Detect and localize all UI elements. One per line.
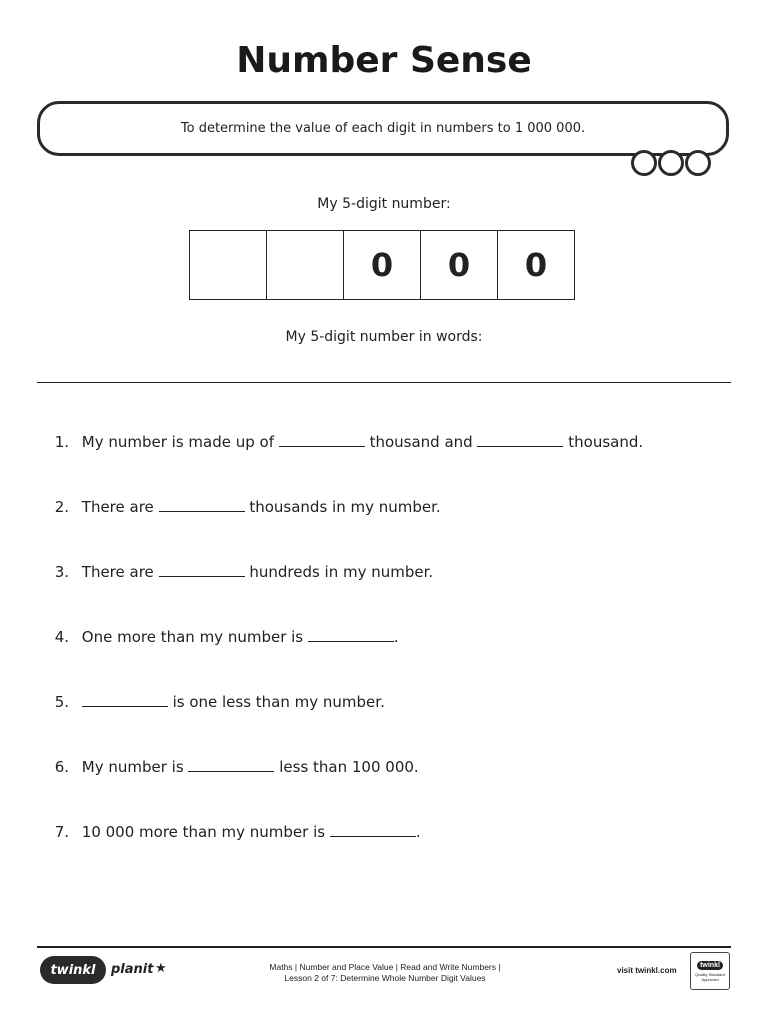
question-2 — [38, 498, 441, 516]
footer-divider — [37, 946, 731, 948]
footer-line-1: Maths | Number and Place Value | Read and Write Numbers | — [269, 962, 501, 972]
answer-blank[interactable] — [279, 434, 365, 447]
question-text: . — [393, 628, 399, 646]
answer-blank[interactable] — [82, 694, 168, 707]
question-5 — [38, 693, 385, 711]
answer-blank[interactable] — [159, 499, 245, 512]
answer-blank[interactable] — [308, 629, 394, 642]
question-text: hundreds in my number. — [249, 563, 434, 581]
question-6 — [38, 758, 419, 776]
question-text: 10 000 more than my number is — [81, 823, 326, 841]
question-number: 5. — [54, 693, 69, 711]
question-text: My number is made up of — [81, 433, 275, 451]
question-text: thousand and — [369, 433, 473, 451]
question-text: less than 100 000. — [279, 758, 419, 776]
question-text: thousand. — [568, 433, 644, 451]
footer-line-2: Lesson 2 of 7: Determine Whole Number Digit Values — [284, 973, 486, 983]
question-number: 7. — [54, 823, 69, 841]
question-number: 4. — [54, 628, 69, 646]
planit-logo: planit — [111, 962, 154, 977]
badge-logo: twinkl — [697, 961, 723, 970]
circle-icon — [631, 150, 657, 176]
quality-badge — [690, 952, 730, 990]
digit-box-hundreds: 0 — [343, 230, 421, 300]
question-text: There are — [81, 498, 154, 516]
question-7 — [38, 823, 421, 841]
question-1 — [38, 433, 643, 451]
visit-link[interactable]: visit twinkl.com — [617, 966, 677, 975]
question-4 — [38, 628, 399, 646]
question-3 — [38, 563, 433, 581]
twinkl-logo: twinkl — [40, 956, 106, 984]
question-number: 2. — [54, 498, 69, 516]
answer-blank[interactable] — [188, 759, 274, 772]
digit-boxes — [189, 230, 575, 300]
star-icon: ★ — [155, 961, 167, 976]
objective-text: To determine the value of each digit in numbers to 1 000 000. — [180, 121, 586, 136]
circle-icon — [685, 150, 711, 176]
question-text: There are — [81, 563, 154, 581]
badge-text: Quality Standard Approved — [695, 971, 725, 982]
digit-label: My 5-digit number: — [317, 196, 451, 212]
page-title: Number Sense — [236, 40, 532, 81]
words-label: My 5-digit number in words: — [285, 329, 483, 345]
question-number: 3. — [54, 563, 69, 581]
answer-blank[interactable] — [159, 564, 245, 577]
question-number: 1. — [54, 433, 69, 451]
digit-box-thousands[interactable] — [266, 230, 344, 300]
answer-blank[interactable] — [477, 434, 563, 447]
words-answer-line[interactable] — [37, 382, 731, 383]
digit-box-tens: 0 — [420, 230, 498, 300]
digit-box-ones: 0 — [497, 230, 575, 300]
question-number: 6. — [54, 758, 69, 776]
decorative-circles — [631, 150, 712, 176]
question-text: One more than my number is — [81, 628, 304, 646]
circle-icon — [658, 150, 684, 176]
answer-blank[interactable] — [330, 824, 416, 837]
objective-box — [37, 101, 729, 156]
question-text: My number is — [81, 758, 184, 776]
question-text: is one less than my number. — [172, 693, 385, 711]
question-text: thousands in my number. — [249, 498, 441, 516]
question-text: . — [415, 823, 421, 841]
digit-box-ten-thousands[interactable] — [189, 230, 267, 300]
footer-lesson-info — [240, 962, 530, 984]
